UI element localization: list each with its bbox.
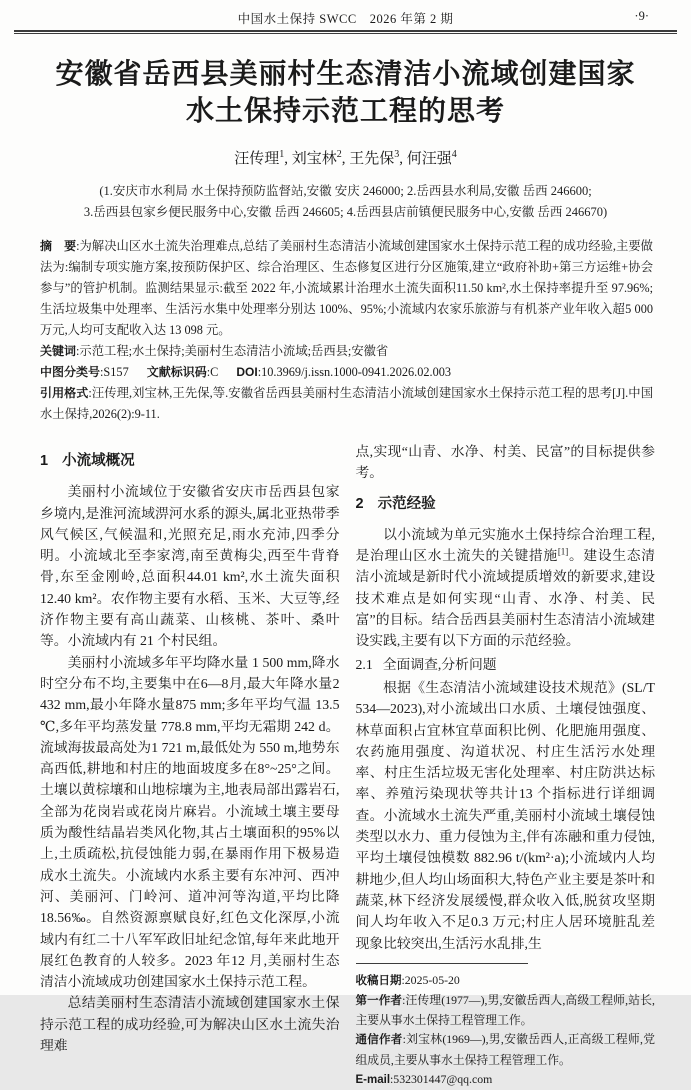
article-title-line1: 安徽省岳西县美丽村生态清洁小流域创建国家: [55, 59, 636, 90]
doi-value: :10.3969/j.issn.1000-0941.2026.02.003: [257, 365, 452, 379]
doi-label: DOI: [236, 365, 258, 379]
email-value: :532301447@qq.com: [390, 1071, 493, 1086]
citation-label: 引用格式: [40, 386, 89, 400]
left-column: [40, 441, 340, 1090]
paragraph: 以小流域为单元实施水土保持综合治理工程,是治理山区水土流失的关键措施[1]。建设生态清洁小流域是新时代小流域提质增效的新要求,建设技术难点是如何实现“山青、水净、村美、民富”的目标。结合岳西县美丽村生态清洁小流域建设实践,主要有以下方面的示范经验。: [355, 526, 656, 649]
section-2-1-heading: 2.1 全面调查,分析问题: [355, 656, 497, 672]
abstract-label: 摘 要: [40, 239, 77, 253]
author: 刘宝林$^2$,: [291, 149, 346, 167]
section-1-heading: 1 小流域概况: [40, 453, 135, 469]
header-double-rule: [14, 30, 677, 34]
page-number: ·9·: [634, 9, 649, 23]
reference-marker: [1]: [557, 546, 569, 557]
article-body: [40, 441, 655, 1090]
author: 王先保$^3$,: [349, 149, 404, 167]
affiliation-line: 3.岳西县包家乡便民服务中心,安徽 岳西 246605; 4.岳西县店前镇便民服务中心,安徽 岳西 246670): [83, 205, 608, 219]
right-column: [356, 441, 656, 1090]
affiliations: [0, 181, 691, 223]
author: 汪传理$^1$,: [234, 149, 288, 167]
received-date: 收稿日期:2025-05-20: [355, 972, 460, 987]
classification-line: 中图分类号:S157 文献标识码:C DOI:10.3969/j.issn.1000-0941.2026.02.003: [40, 365, 452, 379]
doc-code-label: 文献标识码: [146, 365, 207, 379]
footnote-block: [356, 971, 656, 1090]
email-line: E-mail:532301447@qq.com: [355, 1071, 493, 1086]
keywords: 关键词:示范工程;水土保持;美丽村生态清洁小流域;岳西县;安徽省: [40, 344, 389, 358]
paragraph: 美丽村小流域多年平均降水量 1 500 mm,降水时空分布不均,主要集中在6—8月,最大年降水量2 432 mm,最小年降水量875 mm;多年平均气温 13.5 ℃,多年平均蒸发量 778.8 mm,平均无霜期 242 d。流域海拔最高处为1 721 m,最低处为 550 m,地势东高西低,耕地和村庄的地面坡度多在8°~25°之间。土壤以黄棕壤和山地棕壤为主,地表局部出露岩石,全部为花岗岩或花岗片麻岩。小流域土壤主要母质为酸性结晶岩类风化物,其占土壤面积的95%以上,土质疏松,抗侵蚀能力弱,在暴雨作用下极易造成水土流失。小流域内水系主要有东冲河、西冲河、美丽河、门岭河、道冲河等沟道,平均比降 18.56‰。自然资源禀赋良好,红色文化深厚,小流域内有红二十八军军政旧址纪念馆,每年来此地开展红色教育的人较多。2023 年12 月,美丽村生态清洁小流域成功创建国家水土保持示范工程。: [40, 654, 340, 990]
footnote-rule: [356, 963, 528, 964]
author-list: [0, 147, 691, 168]
affiliation-line: (1.安庆市水利局 水土保持预防监督站,安徽 安庆 246000; 2.岳西县水利局,安徽 岳西 246600;: [99, 184, 592, 198]
running-head: [0, 0, 691, 30]
first-author-bio: 第一作者:汪传理(1977—),男,安徽岳西人,高级工程师,站长,主要从事水土保持工程管理工作。: [355, 993, 655, 1028]
keywords-label: 关键词: [40, 344, 77, 358]
corresponding-author-bio: 通信作者:刘宝林(1969—),男,安徽岳西人,正高级工程师,党组成员,主要从事水土保持工程管理工作。: [355, 1032, 656, 1067]
author: 何汪强$^4$: [406, 149, 457, 167]
paragraph: 根据《生态清洁小流域建设技术规范》(SL/T 534—2023),对小流域出口水质、土壤侵蚀强度、林草面积占宜林宜草面积比例、化肥施用强度、农药施用强度、沟道状况、村庄生活污水处理率、村庄生活垃圾无害化处理率、村庄防洪达标率、养殖污染现状等共计13 个指标进行详细调查。小流域水土流失严重,美丽村小流域土壤侵蚀类型以水力、重力侵蚀为主,伴有冻融和重力侵蚀,平均土壤侵蚀模数 882.96 t/(km²·a);小流域内人均耕地少,但人均山场面积大,特色产业主要是茶叶和蔬菜,林下经济发展缓慢,群众收入低,脱贫攻坚期间人均年收入不足0.3 万元;村庄人居环境脏乱差现象比较突出,生活污水乱排,生: [355, 679, 655, 951]
clc-label: 中图分类号: [40, 365, 101, 379]
paragraph-continuation: 点,实现“山青、水净、村美、民富”的目标提供参考。: [355, 444, 655, 481]
article-title-line2: 水土保持示范工程的思考: [185, 96, 505, 127]
journal-name: 中国水土保持 SWCC 2026 年第 2 期: [237, 12, 454, 26]
paragraph: 美丽村小流域位于安徽省安庆市岳西县包家乡境内,是淮河流域淠河水系的源头,属北亚热带季风气候区,气候温和,光照充足,雨水充沛,四季分明。小流域北至李家湾,南至黄梅尖,西至牛背脊骨,东至金刚岭,总面积44.01 km²,水土流失面积12.40 km²。农作物主要有水稻、玉米、大豆等,经济作物主要有高山蔬菜、山核桃、茶叶、桑叶等。小流域内有 21 个村民组。: [40, 484, 340, 649]
section-2-heading: 2 示范经验: [355, 495, 436, 512]
abstract: 摘 要:为解决山区水土流失治理难点,总结了美丽村生态清洁小流域创建国家水土保持示范工程的成功经验,主要做法为:编制专项实施方案,按预防保护区、综合治理区、生态修复区进行分区施策,建立“政府补助+第三方运维+协会参与”的管护机制。监测结果显示:截至 2022 年,小流域累计治理水土流失面积11.50 km²,水土保持率提升至 97.96%;生活垃圾集中处理率、生活污水集中处理率分别达 100%、95%;小流域内农家乐旅游与有机茶产业年收入超5 000 万元,人均可支配收入达 13 098 元。: [40, 239, 653, 337]
meta-block: [40, 236, 653, 425]
citation: 引用格式:汪传理,刘宝林,王先保,等.安徽省岳西县美丽村生态清洁小流域创建国家水土保持示范工程的思考[J].中国水土保持,2026(2):9-11.: [40, 386, 653, 421]
paragraph: 总结美丽村生态清洁小流域创建国家水土保持示范工程的成功经验,可为解决山区水土流失治理难: [40, 995, 340, 1054]
article-title: [0, 56, 691, 130]
